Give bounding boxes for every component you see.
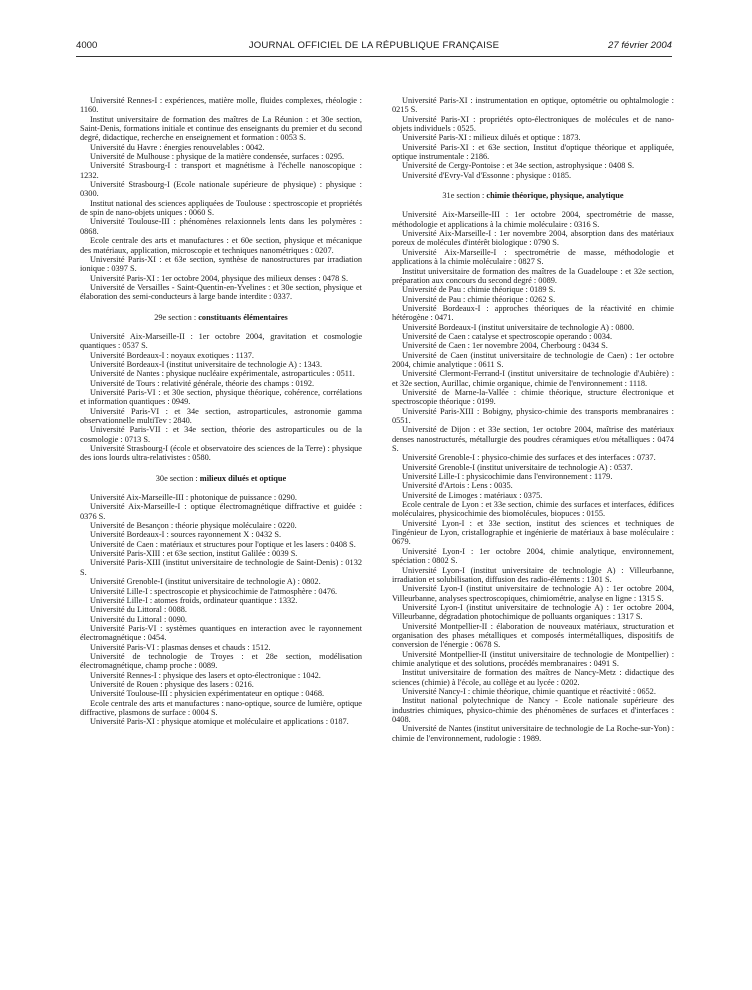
entry-paragraph: Université Aix-Marseille-III : photonique de puissance : 0290. bbox=[90, 493, 297, 503]
entry-paragraph: Université Lille-I : spectroscopie et physicochimie de l'atmosphère : 0476. bbox=[90, 586, 338, 596]
entry-paragraph: Université de Mulhouse : physique de la matière condensée, surfaces : 0295. bbox=[90, 152, 345, 162]
entry-paragraph: Université Bordeaux-I : approches théoriques de la réactivité en chimie hétérogène : 0471. bbox=[392, 303, 674, 323]
entry-paragraph: Université Lille-I : atomes froids, ordinateur quantique : 1332. bbox=[90, 595, 298, 605]
entry-paragraph: Université de Limoges : matériaux : 0375. bbox=[402, 490, 543, 500]
entry-paragraph: Université Toulouse-III : phénomènes relaxionnels lents dans les polymères : 0868. bbox=[80, 217, 362, 236]
entry-paragraph: Institut national polytechnique de Nancy - Ecole nationale supérieure des industries chimiques, physico-chimie des phénomènes de surfaces et d'interfaces : 0408. bbox=[392, 696, 674, 724]
page-number: 4000 bbox=[76, 40, 98, 51]
entry-paragraph: Université Nancy-I : chimie théorique, chimie quantique et réactivité : 0652. bbox=[402, 686, 656, 696]
entry-paragraph: Université Paris-XIII : et 63e section, institut Galilée : 0039 S. bbox=[90, 549, 298, 559]
entry-paragraph: Ecole centrale de Lyon : et 33e section, chimie des surfaces et interfaces, édifices moléculaires, physicochimie des biomolécules, biopuces : 0155. bbox=[392, 500, 674, 519]
page-header bbox=[76, 40, 672, 56]
section-name: milieux dilués et optique bbox=[199, 473, 287, 483]
entry-paragraph: Université Lille-I : physicochimie dans l'environnement : 1179. bbox=[402, 472, 613, 482]
entry-paragraph: Université Paris-VI : et 30e section, physique théorique, cohérence, corrélations et information quantiques : 0949. bbox=[80, 387, 362, 407]
entry-paragraph: Université Grenoble-I (institut universitaire de technologie A) : 0537. bbox=[402, 462, 633, 472]
entry-paragraph: Université Paris-VII : et 34e section, théorie des astroparticules ou de la cosmologie : 0713 S. bbox=[80, 425, 362, 444]
section-number: 29e section : bbox=[154, 312, 199, 322]
entry-paragraph: Institut universitaire de formation des maîtres de Nancy-Metz : didactique des sciences (chimie) à l'école, au collège et au lycée : 0202. bbox=[392, 668, 674, 687]
entry-paragraph: Université d'Artois : Lens : 0035. bbox=[402, 481, 513, 491]
entry-paragraph: Université Lyon-I : 1er octobre 2004, chimie analytique, environnement, spéciation : 0802 S. bbox=[392, 546, 674, 566]
entry-paragraph: Université Aix-Marseille-I : optique électromagnétique diffractive et guidée : 0376 S. bbox=[80, 502, 362, 521]
section-name: chimie théorique, physique, analytique bbox=[486, 191, 624, 201]
entry-paragraph: Université Aix-Marseille-II : 1er octobre 2004, gravitation et cosmologie quantiques : 0537 S. bbox=[80, 331, 362, 351]
entry-paragraph: Université de Besançon : théorie physique moléculaire : 0220. bbox=[90, 521, 297, 531]
entry-paragraph: Université Paris-XI : propriétés opto-électroniques de molécules et de nano-objets individuels : 0525. bbox=[392, 114, 674, 134]
entry-paragraph: Université de Caen : 1er novembre 2004, Cherbourg : 0434 S. bbox=[402, 341, 608, 351]
entry-paragraph: Université de Pau : chimie théorique : 0189 S. bbox=[402, 285, 556, 295]
entry-paragraph: Université du Littoral : 0090. bbox=[90, 614, 188, 624]
left-column bbox=[80, 96, 362, 727]
journal-title: JOURNAL OFFICIEL DE LA RÉPUBLIQUE FRANÇAISE bbox=[248, 40, 500, 51]
entry-paragraph: Université Aix-Marseille-I : 1er novembre 2004, absorption dans des matériaux poreux de molécules d'intérêt biologique : 0790 S. bbox=[392, 229, 674, 248]
entry-paragraph: Université Lyon-I (institut universitaire de technologie A) : 1er octobre 2004, Villeurbanne, dégradation photochimique de polluants organiques : 1317 S. bbox=[392, 602, 674, 622]
entry-paragraph: Université Bordeaux-I (institut universitaire de technologie A) : 0800. bbox=[402, 322, 635, 332]
entry-paragraph: Université de Nantes : physique nucléaire expérimentale, astroparticules : 0511. bbox=[90, 369, 355, 379]
entry-paragraph: Université de Pau : chimie théorique : 0262 S. bbox=[402, 294, 556, 304]
entry-paragraph: Université Rennes-I : physique des lasers et opto-électronique : 1042. bbox=[90, 670, 321, 680]
entry-paragraph: Université Strasbourg-I : transport et magnétisme à l'échelle nanoscopique : 1232. bbox=[80, 161, 362, 180]
entry-paragraph: Université Strasbourg-I (Ecole nationale supérieure de physique) : physique : 0300. bbox=[80, 180, 362, 199]
section-number: 31e section : bbox=[442, 191, 487, 201]
entry-paragraph: Université Lyon-I (institut universitaire de technologie A) : Villeurbanne, irradiation et solubilisation, diffusion des radio-éléments : 1301 S. bbox=[392, 565, 674, 584]
entry-paragraph: Université Paris-VI : plasmas denses et chauds : 1512. bbox=[90, 642, 271, 652]
entry-paragraph: Ecole centrale des arts et manufactures : et 60e section, physique et mécanique des matériaux, application, microscopie et techniques nanométriques : 0207. bbox=[80, 236, 362, 255]
entry-paragraph: Université de Rouen : physique des lasers : 0216. bbox=[90, 679, 254, 689]
entry-paragraph: Université d'Evry-Val d'Essonne : physique : 0185. bbox=[402, 170, 572, 180]
entry-paragraph: Université de Caen (institut universitaire de technologie de Caen) : 1er octobre 2004, chimie analytique : 0611 S. bbox=[392, 350, 674, 369]
entry-paragraph: Université Paris-XIII (institut universitaire de technologie de Saint-Denis) : 0132 S. bbox=[80, 558, 362, 577]
entry-paragraph: Université de Marne-la-Vallée : chimie théorique, structure électronique et spectroscopie théorique : 0199. bbox=[392, 387, 674, 407]
section-number: 30e section : bbox=[155, 473, 200, 483]
entry-paragraph: Université de Nantes (institut universitaire de technologie de La Roche-sur-Yon) : chimie de l'environnement, rudologie : 1989. bbox=[392, 724, 674, 743]
section-name: constituants élémentaires bbox=[198, 312, 288, 322]
entry-paragraph: Université Paris-XI : et 63e section, Institut d'optique théorique et appliquée, optique instrumentale : 2186. bbox=[392, 142, 674, 162]
entry-paragraph: Université Montpellier-II (institut universitaire de technologie de Montpellier) : chimie analytique et des solutions, procédés membranaires : 0491 S. bbox=[392, 649, 674, 668]
section-heading bbox=[80, 313, 362, 322]
entry-paragraph: Ecole centrale des arts et manufactures : nano-optique, source de lumière, optique diffractive, plasmons de surface : 0004 S. bbox=[80, 698, 362, 717]
entry-paragraph: Université Lyon-I : et 33e section, institut des sciences et techniques de l'ingénieur de Lyon, cristallographie et ingénierie de matériaux à base moléculaire : 0679. bbox=[392, 518, 674, 547]
entry-paragraph: Université Aix-Marseille-III : 1er octobre 2004, spectrométrie de masse, méthodologie et applications à la chimie moléculaire : 0316 S. bbox=[392, 210, 674, 229]
entry-paragraph: Université Paris-VI : et 34e section, astroparticules, astronomie gamma observationnelle multiTev : 2840. bbox=[80, 406, 362, 425]
entry-paragraph: Université Rennes-I : expériences, matière molle, fluides complexes, rhéologie : 1160. bbox=[80, 96, 362, 115]
entry-paragraph: Université de technologie de Troyes : et 28e section, modélisation électromagnétique, champ proche : 0089. bbox=[80, 651, 362, 671]
entry-paragraph: Université de Tours : relativité générale, théorie des champs : 0192. bbox=[90, 378, 315, 388]
entry-paragraph: Université Paris-XI : et 63e section, synthèse de nanostructures par irradiation ionique : 0397 S. bbox=[80, 254, 362, 274]
entry-paragraph: Université Bordeaux-I : sources rayonnement X : 0432 S. bbox=[90, 530, 282, 540]
entry-paragraph: Institut universitaire de formation des maîtres de la Guadeloupe : et 32e section, préparation aux concours du second degré : 0089. bbox=[392, 266, 674, 285]
entry-paragraph: Institut national des sciences appliquées de Toulouse : spectroscopie et propriétés de spin de nano-objets uniques : 0060 S. bbox=[80, 198, 362, 218]
entry-paragraph: Université de Caen : catalyse et spectroscopie operando : 0034. bbox=[402, 331, 613, 341]
entry-paragraph: Université Paris-XI : physique atomique et moléculaire et applications : 0187. bbox=[90, 717, 349, 727]
entry-paragraph: Université de Versailles - Saint-Quentin-en-Yvelines : et 30e section, physique et élaboration des semi-conducteurs à large bande interdite : 0337. bbox=[80, 282, 362, 302]
entry-paragraph: Université Paris-XI : instrumentation en optique, optométrie ou ophtalmologie : 0215 S. bbox=[392, 96, 674, 115]
entry-paragraph: Université Paris-VI : systèmes quantiques en interaction avec le rayonnement électromagnétique : 0454. bbox=[80, 623, 362, 643]
entry-paragraph: Université Strasbourg-I (école et observatoire des sciences de la Terre) : physique des ions lourds ultra-relativistes : 0580. bbox=[80, 444, 362, 463]
entry-paragraph: Université Paris-XIII : Bobigny, physico-chimie des transports membranaires : 0551. bbox=[392, 406, 674, 425]
entry-paragraph: Université du Havre : énergies renouvelables : 0042. bbox=[90, 142, 265, 152]
entry-paragraph: Université de Dijon : et 33e section, 1er octobre 2004, maîtrise des matériaux denses nanostructurés, métallurgie des poudres céramiques et/ou métalliques : 0474 S. bbox=[392, 425, 674, 454]
entry-paragraph: Université Toulouse-III : physicien expérimentateur en optique : 0468. bbox=[90, 689, 325, 699]
issue-date: 27 février 2004 bbox=[608, 40, 672, 51]
section-heading bbox=[392, 191, 674, 200]
entry-paragraph: Université du Littoral : 0088. bbox=[90, 605, 188, 615]
entry-paragraph: Université Lyon-I (institut universitaire de technologie A) : 1er octobre 2004, Villeurbanne, analyses spectroscopiques, chimiométrie, analyse en ligne : 1315 S. bbox=[392, 584, 674, 603]
entry-paragraph: Université Bordeaux-I (institut universitaire de technologie A) : 1343. bbox=[90, 359, 323, 369]
entry-paragraph: Université Paris-XI : milieux dilués et optique : 1873. bbox=[402, 133, 581, 143]
entry-paragraph: Université Grenoble-I (institut universitaire de technologie A) : 0802. bbox=[90, 577, 321, 587]
entry-paragraph: Université Paris-XI : 1er octobre 2004, physique des milieux denses : 0478 S. bbox=[90, 273, 349, 283]
entry-paragraph: Université Bordeaux-I : noyaux exotiques : 1137. bbox=[90, 350, 254, 360]
entry-paragraph: Université Montpellier-II : élaboration de nouveaux matériaux, structuration et organisation des phases métalliques et composés intermétalliques, dispositifs de conversion de l'énergie : 0678 S. bbox=[392, 621, 674, 650]
entry-paragraph: Université de Cergy-Pontoise : et 34e section, astrophysique : 0408 S. bbox=[402, 161, 635, 171]
right-column bbox=[392, 96, 674, 743]
entry-paragraph: Institut universitaire de formation des maîtres de La Réunion : et 30e section, Saint-Denis, formations initiale et continue des enseignants du premier et du second degré, didactique, recherche en enseignement et formation : 0053 S. bbox=[80, 114, 362, 143]
entry-paragraph: Université Clermont-Ferrand-I (institut universitaire de technologie d'Aubière) : et 32e section, Aurillac, chimie organique, chimie de l'environnement : 1118. bbox=[392, 369, 674, 388]
section-heading bbox=[80, 474, 362, 483]
entry-paragraph: Université Grenoble-I : physico-chimie des surfaces et des interfaces : 0737. bbox=[402, 453, 656, 463]
entry-paragraph: Université Aix-Marseille-I : spectrométrie de masse, méthodologie et applications à la chimie moléculaire : 0827 S. bbox=[392, 247, 674, 267]
entry-paragraph: Université de Caen : matériaux et structures pour l'optique et les lasers : 0408 S. bbox=[90, 539, 356, 549]
header-rule bbox=[76, 56, 672, 57]
